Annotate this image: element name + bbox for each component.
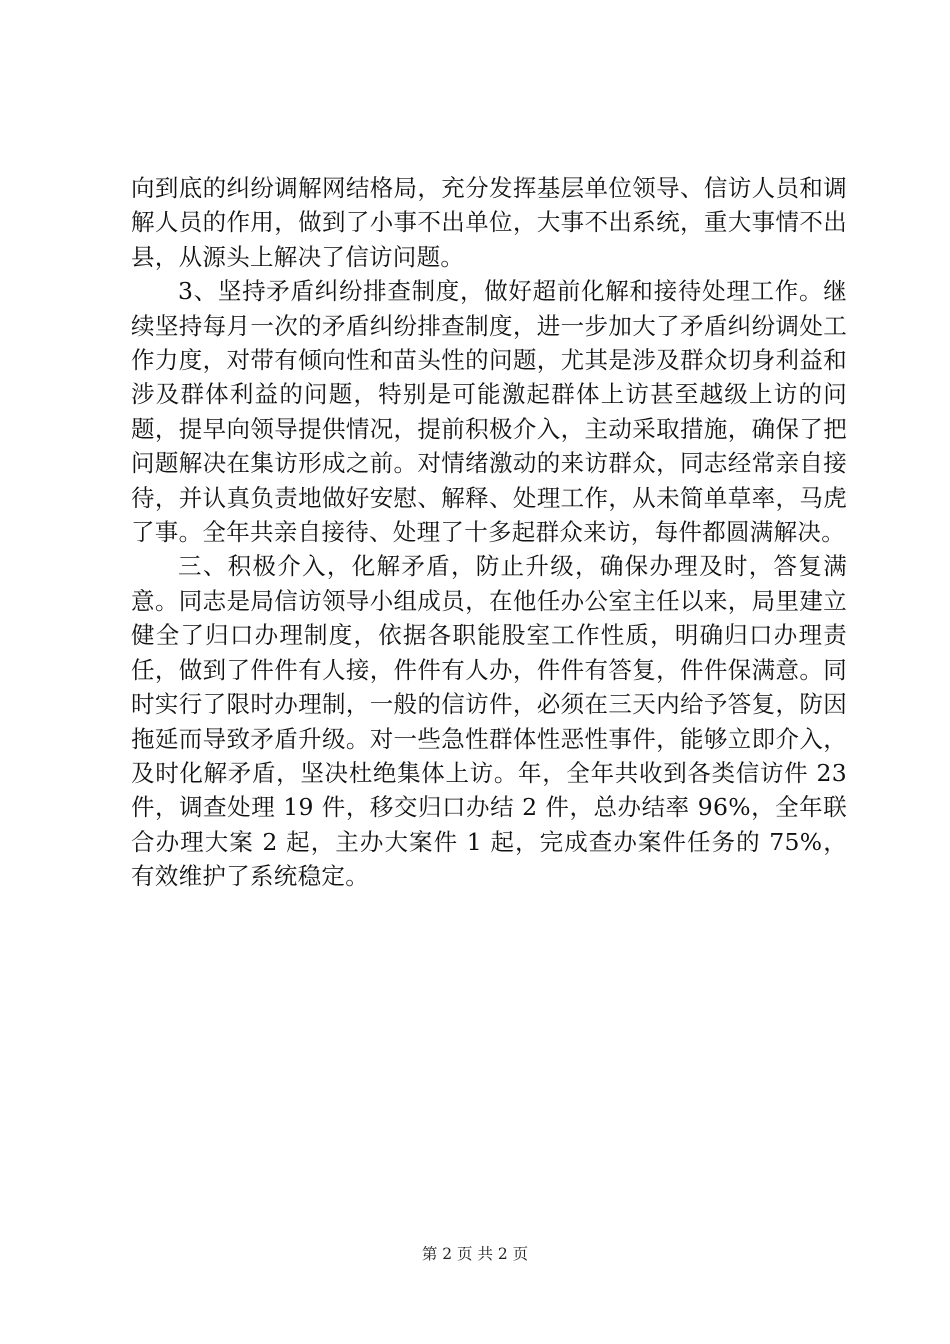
document-body [131, 171, 847, 894]
page-footer: 第 2 页 共 2 页 [421, 1245, 529, 1263]
paragraph-dispute-screening: 3、坚持矛盾纠纷排查制度，做好超前化解和接待处理工作。继续坚持每月一次的矛盾纠纷排查制度，进一步加大了矛盾纠纷调处工作力度，对带有倾向性和苗头性的问题，尤其是涉及群众切身利益和涉及群体利益的问题，特别是可能激起群体上访甚至越级上访的问题，提早向领导提供情况，提前积极介入，主动采取措施，确保了把问题解决在集访形成之前。对情绪激动的来访群众，同志经常亲自接待，并认真负责地做好安慰、解释、处理工作，从未简单草率，马虎了事。全年共亲自接待、处理了十多起群众来访，每件都圆满解决。 [131, 277, 847, 547]
paragraph-continuation: 向到底的纠纷调解网结格局，充分发挥基层单位领导、信访人员和调解人员的作用，做到了小事不出单位，大事不出系统，重大事情不出县，从源头上解决了信访问题。 [131, 174, 847, 271]
paragraph-active-intervention: 三、积极介入，化解矛盾，防止升级，确保办理及时，答复满意。同志是局信访领导小组成员，在他任办公室主任以来，局里建立健全了归口办理制度，依据各职能股室工作性质，明确归口办理责任，做到了件件有人接，件件有人办，件件有答复，件件保满意。同时实行了限时办理制，一般的信访件，必须在三天内给予答复，防因拖延而导致矛盾升级。对一些急性群体性恶性事件，能够立即介入，及时化解矛盾，坚决杜绝集体上访。年，全年共收到各类信访件 23 件，调查处理 19 件，移交归口办结 2 件，总办结率 96%，全年联合办理大案 2 起，主办大案件 1 起，完成查办案件任务的 75%，有效维护了系统稳定。 [131, 552, 847, 891]
